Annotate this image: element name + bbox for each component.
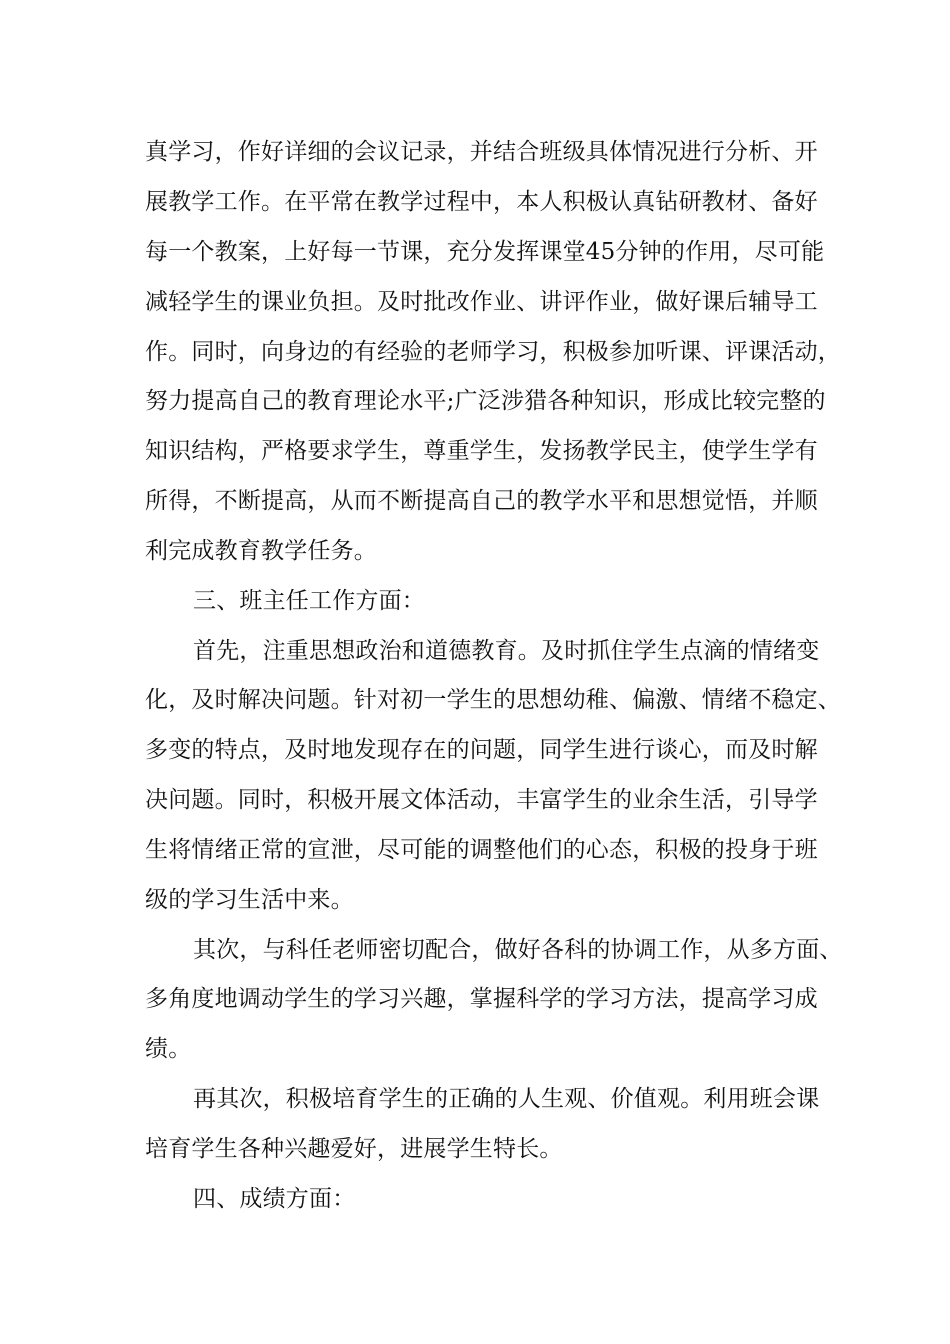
text-line: 努力提高自己的教育理论水平;广泛涉猎各种知识，形成比较完整的 bbox=[145, 388, 826, 414]
paragraph-start: 再其次，积极培育学生的正确的人生观、价值观。利用班会课 bbox=[193, 1086, 820, 1112]
text-line: 真学习，作好详细的会议记录，并结合班级具体情况进行分析、开 bbox=[145, 139, 818, 165]
text-line: 化，及时解决问题。针对初一学生的思想幼稚、偏激、情绪不稳定、 bbox=[145, 687, 841, 713]
text-line: 所得，不断提高，从而不断提高自己的教学水平和思想觉悟，并顺 bbox=[145, 488, 818, 514]
text-line: 展教学工作。在平常在教学过程中，本人积极认真钻研教材、备好 bbox=[145, 189, 818, 215]
text-line: 知识结构，严格要求学生，尊重学生，发扬教学民主，使学生学有 bbox=[145, 438, 818, 464]
text-line: 多角度地调动学生的学习兴趣，掌握科学的学习方法，提高学习成 bbox=[145, 986, 818, 1012]
text-line: 培育学生各种兴趣爱好，进展学生特长。 bbox=[145, 1136, 563, 1162]
text-line: 每一个教案，上好每一节课，充分发挥课堂45分钟的作用，尽可能 bbox=[145, 239, 825, 265]
text-line: 生将情绪正常的宣泄，尽可能的调整他们的心态，积极的投身于班 bbox=[145, 837, 818, 863]
text-line: 利完成教育教学任务。 bbox=[145, 538, 377, 564]
text-line: 作。同时，向身边的有经验的老师学习，积极参加听课、评课活动， bbox=[145, 339, 841, 365]
text-line: 减轻学生的课业负担。及时批改作业、讲评作业，做好课后辅导工 bbox=[145, 289, 818, 315]
text-line: 多变的特点，及时地发现存在的问题，同学生进行谈心，而及时解 bbox=[145, 737, 818, 763]
section-heading: 四、成绩方面： bbox=[193, 1186, 356, 1212]
text-line: 级的学习生活中来。 bbox=[145, 887, 354, 913]
text-line: 决问题。同时，积极开展文体活动，丰富学生的业余生活，引导学 bbox=[145, 787, 818, 813]
paragraph-start: 首先，注重思想政治和道德教育。及时抓住学生点滴的情绪变 bbox=[193, 638, 820, 664]
section-heading: 三、班主任工作方面： bbox=[193, 588, 425, 614]
text-line: 绩。 bbox=[145, 1036, 192, 1062]
paragraph-start: 其次，与科任老师密切配合，做好各科的协调工作，从多方面、 bbox=[193, 937, 843, 963]
